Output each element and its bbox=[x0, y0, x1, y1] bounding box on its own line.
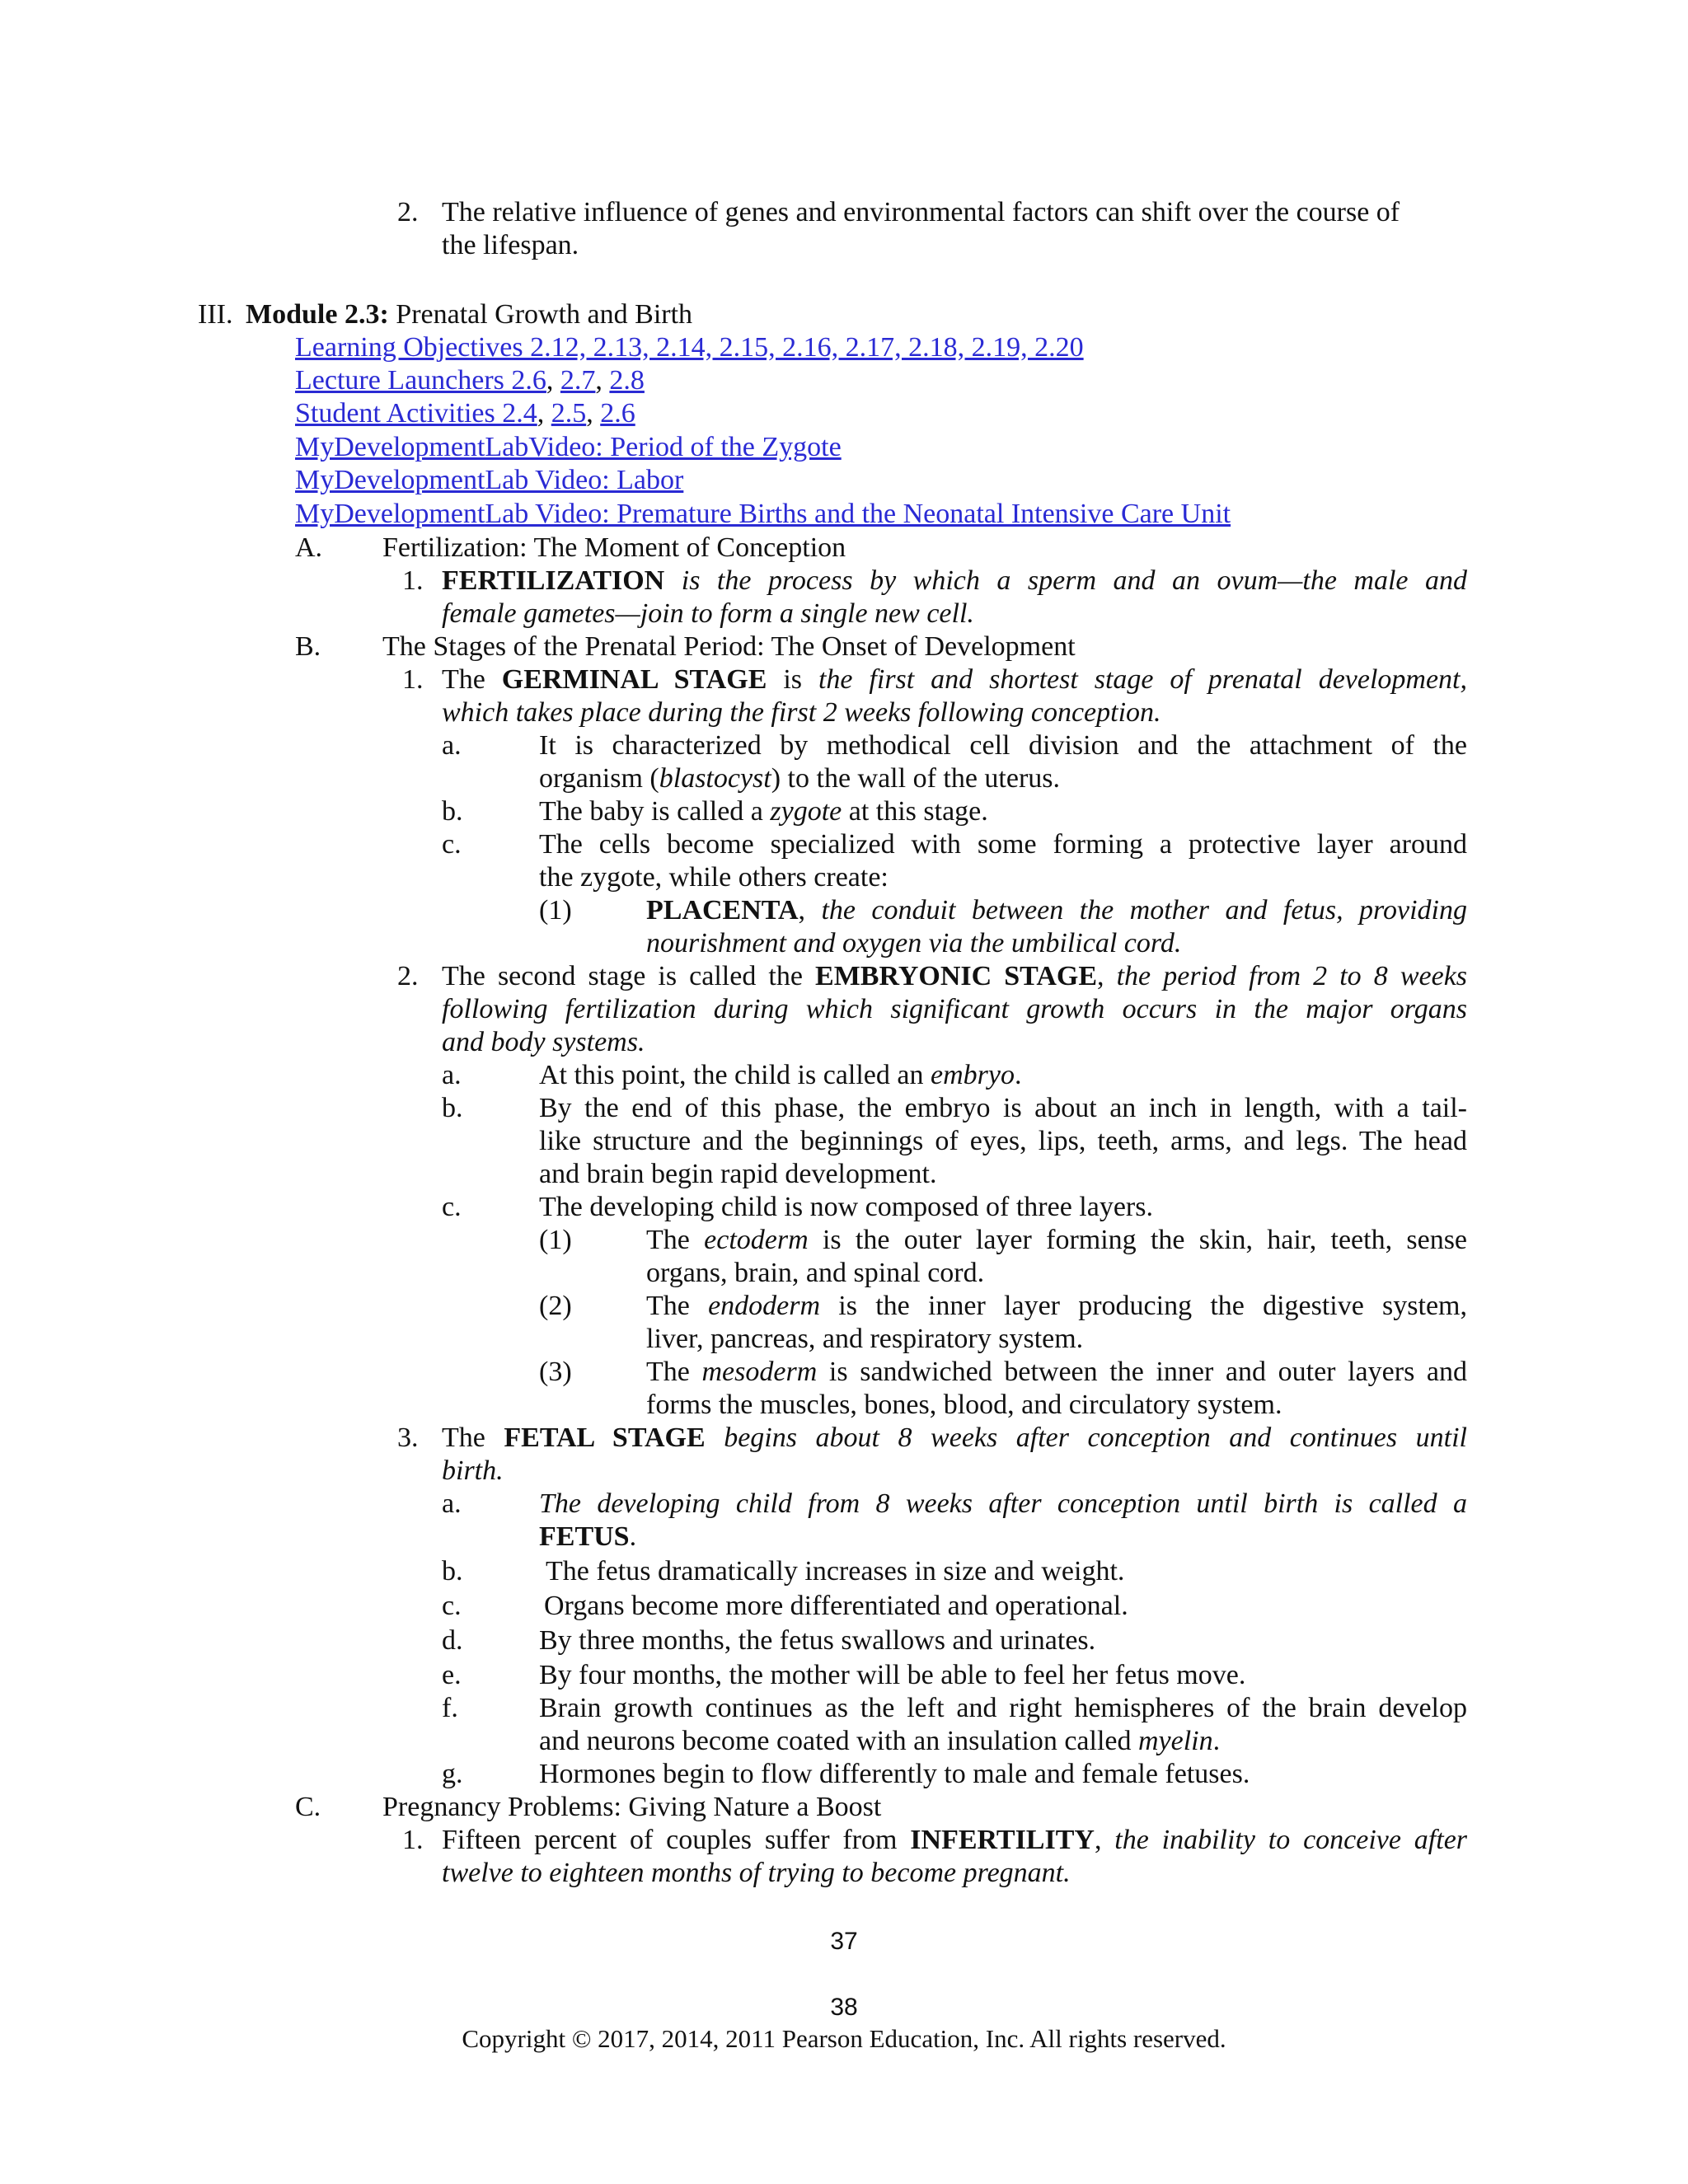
list-number: 3. bbox=[397, 1422, 419, 1453]
text-line: The developing child is now composed of three layers. bbox=[539, 1192, 1153, 1222]
term-infertility: INFERTILITY bbox=[910, 1825, 1095, 1855]
text-line: The relative influence of genes and environmental factors can shift over the course of bbox=[442, 197, 1400, 227]
page-number: 38 bbox=[830, 1994, 858, 2021]
list-letter: d. bbox=[442, 1625, 463, 1656]
definition-line: which takes place during the first 2 weeks following conception. bbox=[442, 697, 1161, 728]
section-title: Prenatal Growth and Birth bbox=[396, 299, 693, 330]
definition-line: nourishment and oxygen via the umbilical cord. bbox=[646, 928, 1182, 958]
text-line: Organs become more differentiated and operational. bbox=[544, 1591, 1128, 1621]
links-line bbox=[295, 431, 842, 464]
text-line: Hormones begin to flow differently to male and female fetuses. bbox=[539, 1759, 1250, 1789]
list-letter: f. bbox=[442, 1693, 458, 1723]
text-line: The baby is called a zygote at this stage. bbox=[539, 796, 988, 827]
lecture-launcher-2-7-link[interactable]: 2.7 bbox=[560, 365, 596, 396]
list-letter: b. bbox=[442, 1093, 463, 1123]
links-line: Student Activities 2.4, 2.5, 2.6 bbox=[295, 398, 635, 429]
section-module-label: Module 2.3: bbox=[246, 299, 389, 330]
section-number: III. bbox=[198, 299, 233, 330]
list-paren-number: (1) bbox=[539, 895, 572, 926]
definition-line: The GERMINAL STAGE is the first and shortest stage of prenatal development, bbox=[442, 664, 1467, 695]
video-labor-link[interactable]: MyDevelopmentLab Video: Labor bbox=[295, 465, 684, 495]
definition-line: Fifteen percent of couples suffer from INFERTILITY, the inability to conceive after bbox=[442, 1825, 1468, 1855]
student-activity-2-6-link[interactable]: 2.6 bbox=[600, 398, 635, 429]
text-line: the zygote, while others create: bbox=[539, 862, 889, 893]
text-line: and brain begin rapid development. bbox=[539, 1159, 937, 1189]
list-letter: c. bbox=[442, 1591, 462, 1621]
definition-line: FERTILIZATION is the process by which a sperm and an ovum—the male and bbox=[442, 565, 1467, 596]
list-letter: a. bbox=[442, 1060, 462, 1090]
page-number: 37 bbox=[830, 1928, 858, 1955]
list-paren-number: (3) bbox=[539, 1357, 572, 1387]
definition-line: PLACENTA, the conduit between the mother and fetus, providing bbox=[646, 895, 1468, 926]
outline-letter: A. bbox=[295, 532, 323, 563]
term-fetal-stage: FETAL STAGE bbox=[504, 1422, 706, 1453]
term-fetus: FETUS bbox=[539, 1521, 630, 1552]
list-number: 1. bbox=[402, 565, 424, 596]
text-line: liver, pancreas, and respiratory system. bbox=[646, 1324, 1084, 1354]
term-embryonic-stage: EMBRYONIC STAGE bbox=[815, 961, 1098, 991]
text-line: organism (blastocyst) to the wall of the uterus. bbox=[539, 763, 1061, 794]
text-line: By four months, the mother will be able to feel her fetus move. bbox=[539, 1660, 1246, 1690]
text-line: FETUS. bbox=[539, 1521, 637, 1552]
list-letter: a. bbox=[442, 730, 462, 761]
list-number: 1. bbox=[402, 1825, 424, 1855]
text-line: The cells become specialized with some forming a protective layer around bbox=[539, 829, 1467, 860]
text-line: forms the muscles, bones, blood, and circulatory system. bbox=[646, 1390, 1282, 1420]
text-line: The fetus dramatically increases in size and weight. bbox=[546, 1556, 1125, 1586]
links-line: Lecture Launchers 2.6, 2.7, 2.8 bbox=[295, 365, 645, 396]
video-premature-births-link[interactable]: MyDevelopmentLab Video: Premature Births and the Neonatal Intensive Care Unit bbox=[295, 499, 1231, 529]
list-letter: b. bbox=[442, 796, 463, 827]
outline-letter: B. bbox=[295, 631, 321, 662]
subsection-title: Fertilization: The Moment of Conception bbox=[382, 532, 846, 563]
text-line: The ectoderm is the outer layer forming the skin, hair, teeth, sense bbox=[646, 1225, 1468, 1255]
text-line: like structure and the beginnings of eyes, lips, teeth, arms, and legs. The head bbox=[539, 1126, 1467, 1156]
list-letter: e. bbox=[442, 1660, 462, 1690]
definition-line: twelve to eighteen months of trying to become pregnant. bbox=[442, 1858, 1071, 1888]
text-line: At this point, the child is called an embryo. bbox=[539, 1060, 1022, 1090]
list-letter: c. bbox=[442, 829, 462, 860]
definition-line: following fertilization during which significant growth occurs in the major organs bbox=[442, 994, 1467, 1024]
links-line bbox=[295, 498, 1231, 531]
definition-line: and body systems. bbox=[442, 1027, 645, 1057]
definition-line: female gametes—join to form a single new cell. bbox=[442, 598, 974, 629]
outline-letter: C. bbox=[295, 1792, 321, 1822]
term-germinal-stage: GERMINAL STAGE bbox=[501, 664, 767, 695]
text-line: The developing child from 8 weeks after conception until birth is called a bbox=[539, 1488, 1467, 1519]
lecture-launcher-2-8-link[interactable]: 2.8 bbox=[609, 365, 645, 396]
text-line: and neurons become coated with an insulation called myelin. bbox=[539, 1726, 1221, 1756]
copyright-notice: Copyright © 2017, 2014, 2011 Pearson Education, Inc. All rights reserved. bbox=[462, 2024, 1226, 2053]
text-line: It is characterized by methodical cell division and the attachment of the bbox=[539, 730, 1467, 761]
term-placenta: PLACENTA bbox=[646, 895, 799, 926]
definition-line: birth. bbox=[442, 1455, 504, 1486]
list-letter: c. bbox=[442, 1192, 462, 1222]
list-letter: g. bbox=[442, 1759, 463, 1789]
list-letter: b. bbox=[442, 1556, 463, 1586]
subsection-title: Pregnancy Problems: Giving Nature a Boost bbox=[382, 1792, 882, 1822]
text-line: By three months, the fetus swallows and urinates. bbox=[539, 1625, 1096, 1656]
student-activities-link[interactable]: Student Activities 2.4 bbox=[295, 398, 537, 429]
list-number: 2. bbox=[397, 197, 419, 227]
text-line: the lifespan. bbox=[442, 230, 579, 260]
list-number: 1. bbox=[402, 664, 424, 695]
text-line: The endoderm is the inner layer producing the digestive system, bbox=[646, 1291, 1468, 1321]
subsection-title: The Stages of the Prenatal Period: The Onset of Development bbox=[382, 631, 1076, 662]
list-paren-number: (2) bbox=[539, 1291, 572, 1321]
definition-line: The FETAL STAGE begins about 8 weeks after conception and continues until bbox=[442, 1422, 1467, 1453]
video-zygote-link[interactable]: MyDevelopmentLabVideo: Period of the Zygote bbox=[295, 432, 842, 462]
links-line bbox=[295, 331, 1084, 364]
term-fertilization: FERTILIZATION bbox=[442, 565, 665, 596]
list-number: 2. bbox=[397, 961, 419, 991]
student-activity-2-5-link[interactable]: 2.5 bbox=[551, 398, 587, 429]
text-line: By the end of this phase, the embryo is about an inch in length, with a tail- bbox=[539, 1093, 1467, 1123]
text-line: Brain growth continues as the left and right hemispheres of the brain develop bbox=[539, 1693, 1467, 1723]
links-line bbox=[295, 464, 683, 497]
lecture-launchers-link[interactable]: Lecture Launchers 2.6 bbox=[295, 365, 546, 396]
list-letter: a. bbox=[442, 1488, 462, 1519]
text-line: The mesoderm is sandwiched between the inner and outer layers and bbox=[646, 1357, 1468, 1387]
learning-objectives-link[interactable]: Learning Objectives 2.12, 2.13, 2.14, 2.15, 2.16, 2.17, 2.18, 2.19, 2.20 bbox=[295, 332, 1084, 363]
text-line: organs, brain, and spinal cord. bbox=[646, 1258, 985, 1288]
section-heading bbox=[246, 298, 692, 331]
definition-line: The second stage is called the EMBRYONIC STAGE, the period from 2 to 8 weeks bbox=[442, 961, 1468, 991]
list-paren-number: (1) bbox=[539, 1225, 572, 1255]
